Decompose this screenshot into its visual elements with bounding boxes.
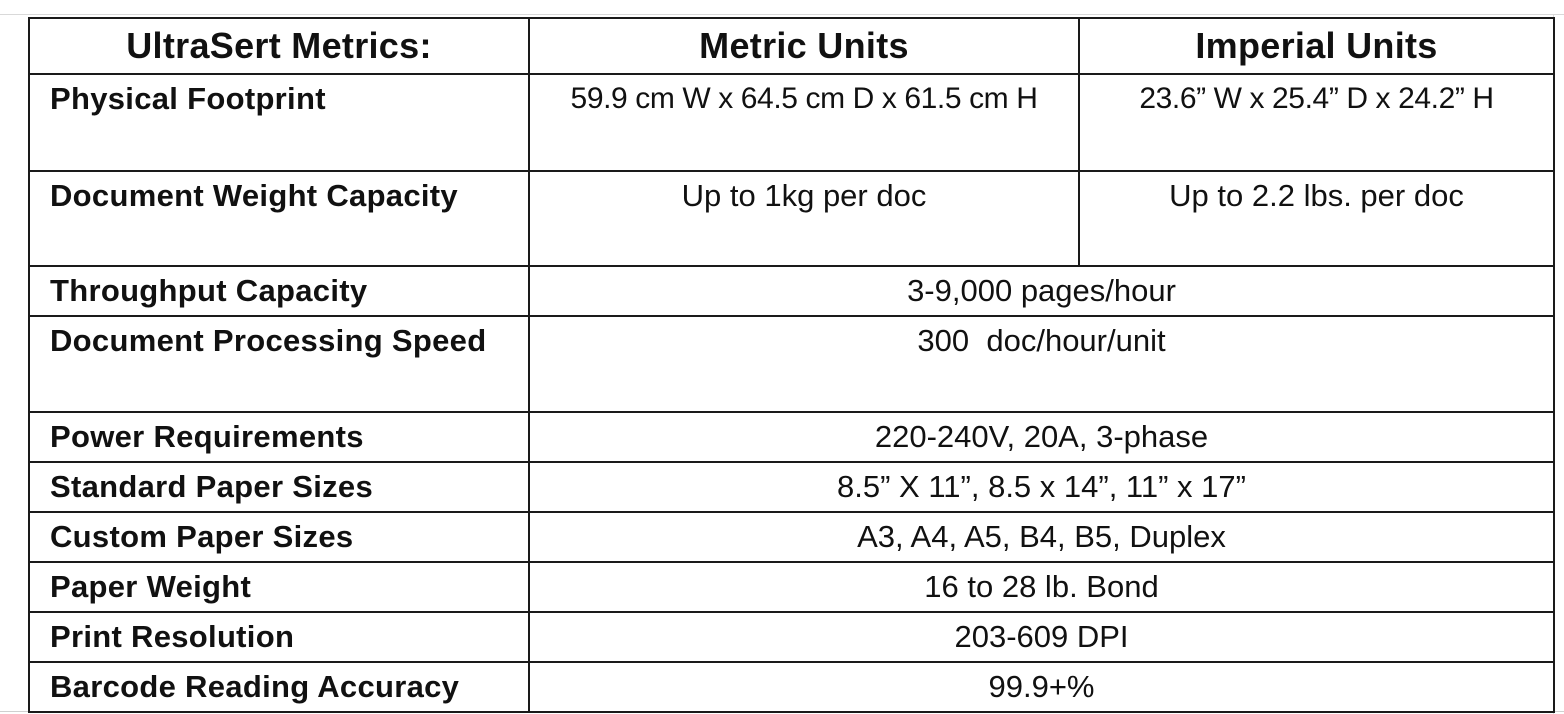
table-row: [29, 662, 1554, 712]
row-label: Power Requirements: [29, 412, 529, 462]
table-row: [29, 512, 1554, 562]
row-label: Throughput Capacity: [29, 266, 529, 316]
header-imperial-units: Imperial Units: [1079, 18, 1554, 74]
table-row: [29, 74, 1554, 171]
row-label: Document Processing Speed: [29, 316, 529, 412]
combined-value: 8.5” X 11”, 8.5 x 14”, 11” x 17”: [529, 462, 1554, 512]
metric-value: 59.9 cm W x 64.5 cm D x 61.5 cm H: [529, 74, 1079, 171]
header-metric-units: Metric Units: [529, 18, 1079, 74]
row-label: Document Weight Capacity: [29, 171, 529, 266]
combined-value: A3, A4, A5, B4, B5, Duplex: [529, 512, 1554, 562]
row-label: Barcode Reading Accuracy: [29, 662, 529, 712]
table-row: [29, 612, 1554, 662]
combined-value: 220-240V, 20A, 3-phase: [529, 412, 1554, 462]
table-row: [29, 171, 1554, 266]
row-label: Print Resolution: [29, 612, 529, 662]
combined-value: 99.9+%: [529, 662, 1554, 712]
table-row: [29, 462, 1554, 512]
specifications-table: [28, 17, 1555, 713]
imperial-value: 23.6” W x 25.4” D x 24.2” H: [1079, 74, 1554, 171]
page-edge-top: [0, 14, 1564, 15]
row-label: Physical Footprint: [29, 74, 529, 171]
combined-value: 16 to 28 lb. Bond: [529, 562, 1554, 612]
metric-value: Up to 1kg per doc: [529, 171, 1079, 266]
combined-value: 3-9,000 pages/hour: [529, 266, 1554, 316]
table-row: [29, 316, 1554, 412]
header-label: UltraSert Metrics:: [29, 18, 529, 74]
row-label: Custom Paper Sizes: [29, 512, 529, 562]
combined-value: 203-609 DPI: [529, 612, 1554, 662]
row-label: Standard Paper Sizes: [29, 462, 529, 512]
table-row: [29, 562, 1554, 612]
table-header-row: [29, 18, 1554, 74]
table-row: [29, 266, 1554, 316]
combined-value: 300 doc/hour/unit: [529, 316, 1554, 412]
imperial-value: Up to 2.2 lbs. per doc: [1079, 171, 1554, 266]
row-label: Paper Weight: [29, 562, 529, 612]
table-row: [29, 412, 1554, 462]
